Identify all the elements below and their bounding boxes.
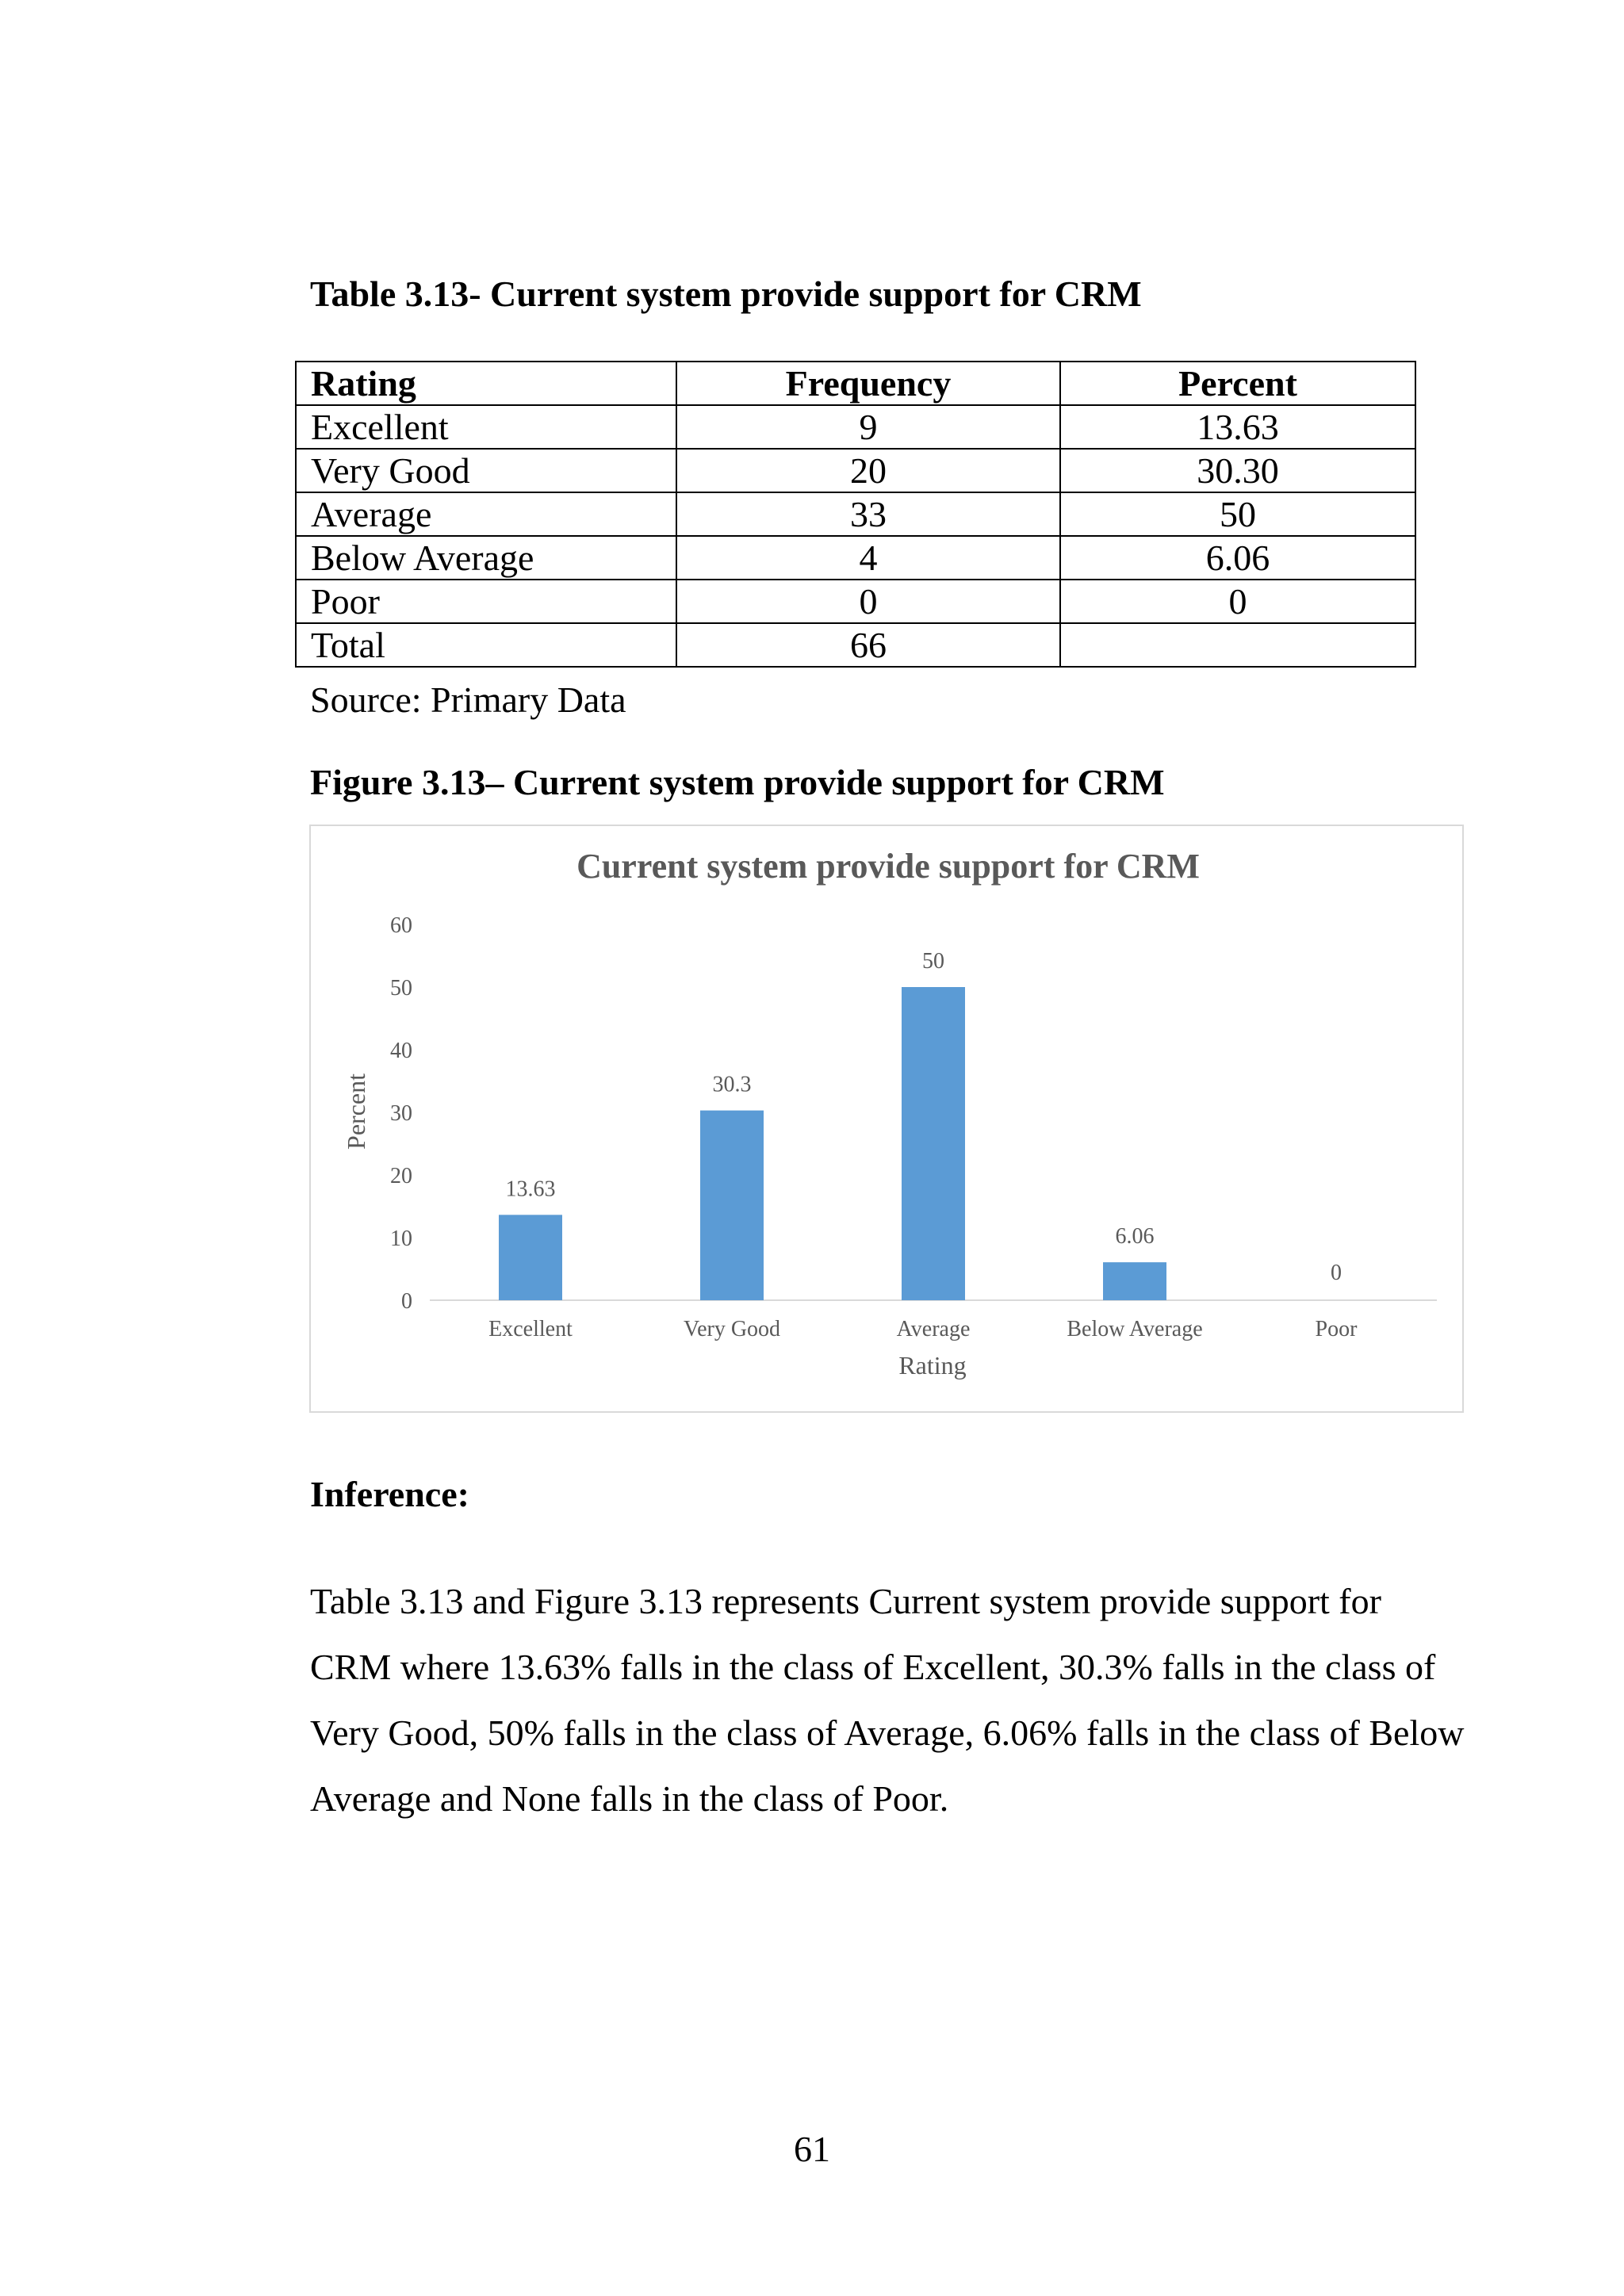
bar-data-label: 0	[1331, 1261, 1342, 1285]
y-tick-label: 40	[390, 1039, 412, 1063]
frequency-cell: 0	[676, 580, 1060, 623]
table-header-row	[296, 362, 1415, 405]
x-tick-label: Average	[896, 1317, 971, 1341]
chart-title: Current system provide support for CRM	[576, 847, 1200, 886]
bar	[902, 987, 965, 1300]
bar	[499, 1215, 562, 1300]
percent-cell: 30.30	[1060, 449, 1415, 492]
column-header-frequency: Frequency	[676, 362, 1060, 405]
frequency-cell: 33	[676, 492, 1060, 536]
percent-cell: 50	[1060, 492, 1415, 536]
column-header-rating: Rating	[296, 362, 676, 405]
table-row	[296, 580, 1415, 623]
frequency-cell: 20	[676, 449, 1060, 492]
inference-title: Inference:	[310, 1474, 469, 1514]
y-tick-label: 50	[390, 976, 412, 1001]
table-row	[296, 492, 1415, 536]
rating-cell: Below Average	[296, 536, 676, 580]
bar-chart-svg	[311, 826, 1465, 1414]
percent-cell: 6.06	[1060, 536, 1415, 580]
column-header-percent: Percent	[1060, 362, 1415, 405]
bar	[1103, 1262, 1166, 1300]
y-tick-label: 30	[390, 1101, 412, 1126]
table-row	[296, 449, 1415, 492]
table-title: Table 3.13- Current system provide support for CRM	[310, 274, 1142, 314]
table-source: Source: Primary Data	[310, 679, 626, 720]
bar-data-label: 6.06	[1115, 1224, 1155, 1249]
rating-cell: Average	[296, 492, 676, 536]
y-tick-label: 20	[390, 1164, 412, 1188]
x-tick-label: Very Good	[683, 1317, 781, 1341]
table-row	[296, 536, 1415, 580]
figure-title: Figure 3.13– Current system provide support for CRM	[310, 762, 1165, 802]
y-axis-title: Percent	[342, 1073, 370, 1150]
x-tick-label: Below Average	[1067, 1317, 1203, 1341]
bar-chart	[309, 825, 1464, 1413]
rating-table	[295, 361, 1416, 668]
y-tick-label: 10	[390, 1226, 412, 1251]
percent-cell	[1060, 623, 1415, 667]
bar	[700, 1111, 764, 1300]
inference-paragraph: Table 3.13 and Figure 3.13 represents Current system provide support for CRM where 13.63% falls in the class of Excellent, 30.3% falls in the class of Very Good, 50% falls in the class of Average, 6.06% falls in the class of Below Average and None falls in the class of Poor.	[310, 1581, 1465, 1819]
frequency-cell: 9	[676, 405, 1060, 449]
table-row	[296, 405, 1415, 449]
bar-data-label: 30.3	[712, 1072, 752, 1097]
x-tick-label: Excellent	[488, 1317, 573, 1341]
bar-data-label: 50	[922, 949, 944, 974]
rating-cell: Excellent	[296, 405, 676, 449]
rating-cell: Poor	[296, 580, 676, 623]
percent-cell: 0	[1060, 580, 1415, 623]
bar-data-label: 13.63	[505, 1177, 556, 1202]
rating-cell: Total	[296, 623, 676, 667]
page-number: 61	[794, 2129, 830, 2169]
percent-cell: 13.63	[1060, 405, 1415, 449]
rating-cell: Very Good	[296, 449, 676, 492]
y-tick-label: 60	[390, 913, 412, 938]
table-row-total	[296, 623, 1415, 667]
frequency-cell: 66	[676, 623, 1060, 667]
y-tick-label: 0	[401, 1289, 412, 1314]
x-tick-label: Poor	[1315, 1317, 1358, 1341]
x-axis-title: Rating	[898, 1351, 967, 1380]
frequency-cell: 4	[676, 536, 1060, 580]
